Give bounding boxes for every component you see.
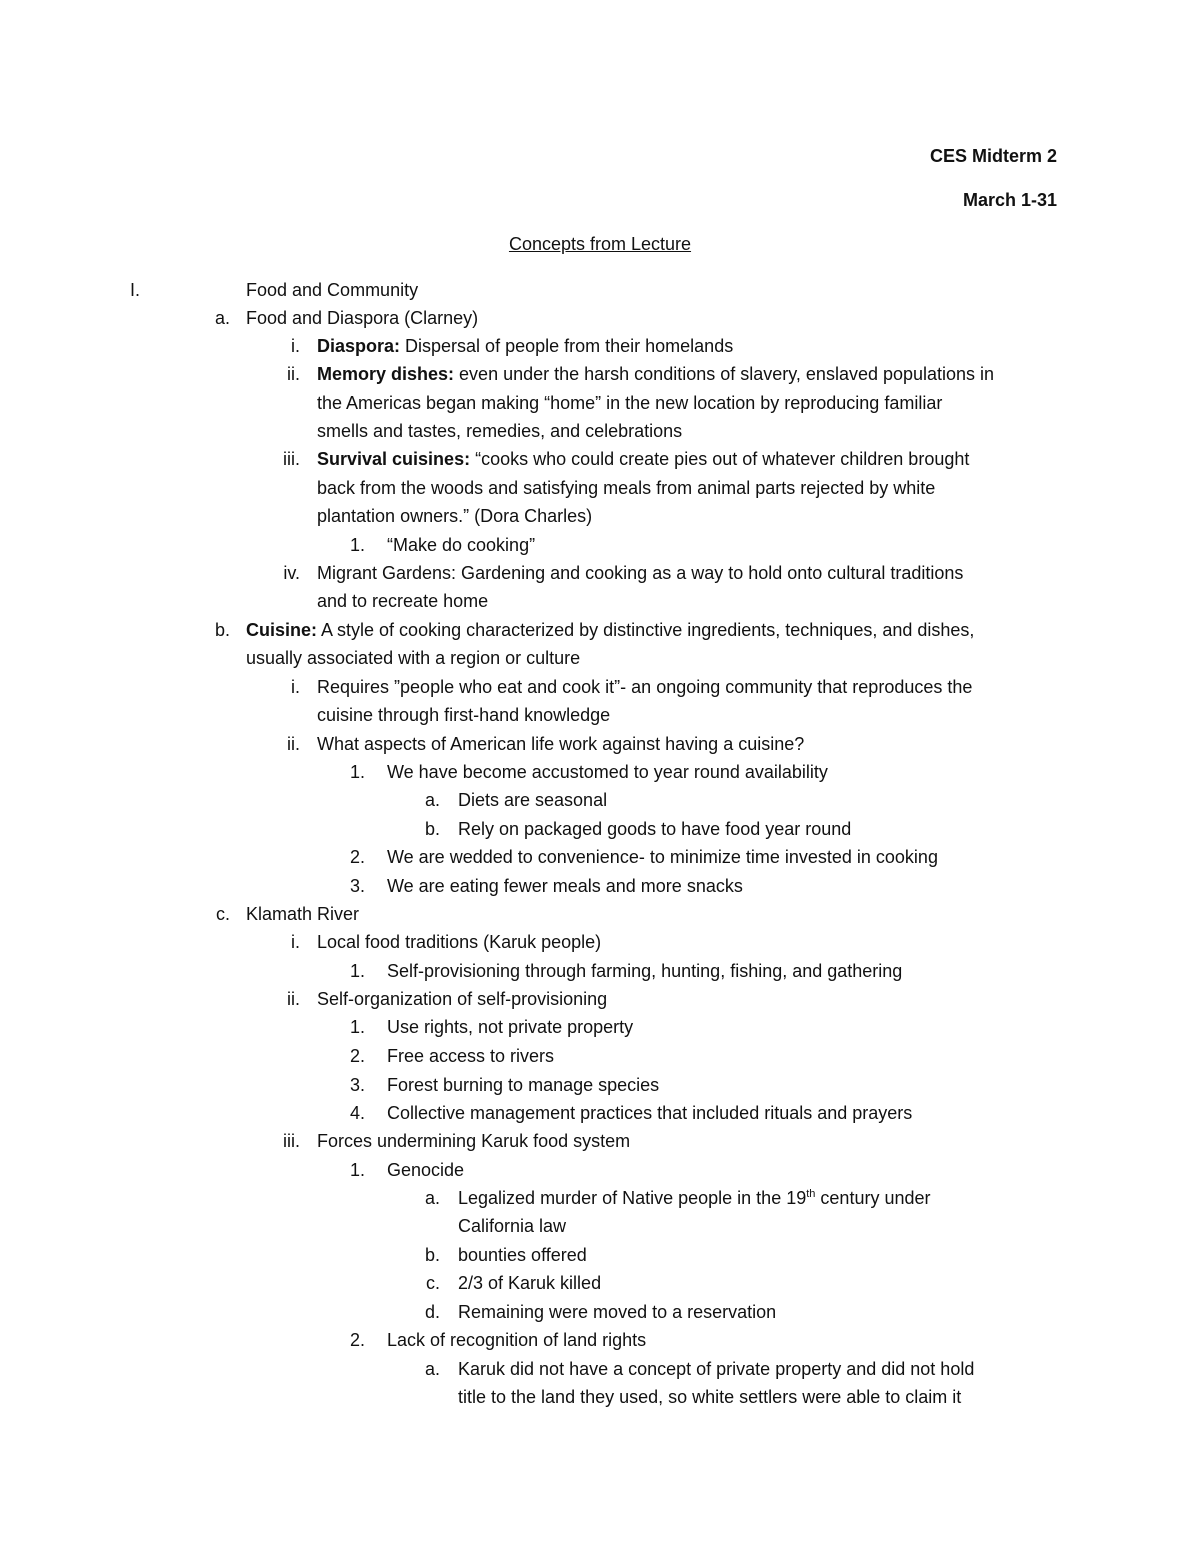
outline-marker-c-iii-1-d: d.: [424, 1302, 440, 1322]
outline-marker-a: a.: [214, 308, 230, 328]
outline-marker-a-i: i.: [291, 336, 300, 356]
outline-marker-c-iii: iii.: [283, 1131, 300, 1151]
outline-marker-c-iii-2-a: a.: [424, 1359, 440, 1379]
section-title: Concepts from Lecture: [508, 234, 692, 254]
outline-item-legalized-murder-cont1: California law: [458, 1216, 567, 1236]
outline-marker-b-ii-1: 1.: [349, 762, 365, 782]
term-memory-dishes: Memory dishes:: [317, 364, 455, 384]
outline-item-diets-seasonal: Diets are seasonal: [458, 790, 608, 810]
outline-marker-b: b.: [214, 620, 230, 640]
outline-item-american-life: What aspects of American life work against having a cuisine?: [317, 734, 805, 754]
outline-item-use-rights: Use rights, not private property: [387, 1017, 634, 1037]
outline-item-packaged-goods: Rely on packaged goods to have food year round: [458, 819, 852, 839]
outline-item-private-property: Karuk did not have a concept of private property and did not hold: [458, 1359, 975, 1379]
outline-marker-b-ii-2: 2.: [349, 847, 365, 867]
outline-item-forest-burning: Forest burning to manage species: [387, 1075, 660, 1095]
definition-survival-cuisines: “cooks who could create pies out of whatever children brought: [470, 449, 970, 469]
outline-marker-b-ii-1-b: b.: [424, 819, 440, 839]
outline-marker-c-iii-1-c: c.: [425, 1273, 440, 1293]
outline-marker-a-iii: iii.: [283, 449, 300, 469]
outline-marker-c-ii: ii.: [287, 989, 300, 1009]
outline-item-reservation: Remaining were moved to a reservation: [458, 1302, 777, 1322]
outline-marker-c-ii-2: 2.: [349, 1046, 365, 1066]
outline-item-migrant-gardens: Migrant Gardens: Gardening and cooking as a way to hold onto cultural traditions: [317, 563, 964, 583]
outline-marker-a-ii: ii.: [287, 364, 300, 384]
term-survival-cuisines: Survival cuisines:: [317, 449, 471, 469]
outline-item-memory-dishes-cont1: the Americas began making “home” in the new location by reproducing familiar: [317, 393, 943, 413]
outline-item-survival-cuisines: [317, 448, 969, 470]
outline-item-migrant-gardens-cont1: and to recreate home: [317, 591, 489, 611]
outline-item-cuisine-cont1: usually associated with a region or culture: [246, 648, 581, 668]
outline-item-local-food-traditions: Local food traditions (Karuk people): [317, 932, 602, 952]
outline-item-convenience: We are wedded to convenience- to minimize time invested in cooking: [387, 847, 938, 867]
outline-marker-c-i: i.: [291, 932, 300, 952]
outline-marker-c: c.: [215, 904, 230, 924]
outline-marker-c-ii-4: 4.: [349, 1103, 365, 1123]
outline-item-survival-cuisines-cont1: back from the woods and satisfying meals from animal parts rejected by white: [317, 478, 936, 498]
outline-item-land-rights: Lack of recognition of land rights: [387, 1330, 647, 1350]
outline-marker-c-iii-2: 2.: [349, 1330, 365, 1350]
outline-item-requires-people: Requires ”people who eat and cook it”- an ongoing community that reproduces the: [317, 677, 973, 697]
definition-memory-dishes: even under the harsh conditions of slavery, enslaved populations in: [454, 364, 995, 384]
outline-item-make-do-cooking: “Make do cooking”: [387, 535, 536, 555]
legalized-murder-text-after: century under: [815, 1188, 931, 1208]
outline-marker-a-iv: iv.: [283, 563, 300, 583]
outline-item-karuk-killed: 2/3 of Karuk killed: [458, 1273, 602, 1293]
outline-marker-c-ii-3: 3.: [349, 1075, 365, 1095]
outline-item-genocide: Genocide: [387, 1160, 465, 1180]
ordinal-suffix: th: [806, 1188, 816, 1200]
outline-heading-food-community: Food and Community: [246, 280, 419, 300]
document-title: CES Midterm 2: [929, 146, 1057, 166]
outline-item-self-organization: Self-organization of self-provisioning: [317, 989, 608, 1009]
document-date: March 1-31: [962, 190, 1057, 210]
outline-marker-b-ii-1-a: a.: [424, 790, 440, 810]
outline-marker-c-iii-1-b: b.: [424, 1245, 440, 1265]
outline-marker-c-ii-1: 1.: [349, 1017, 365, 1037]
outline-item-memory-dishes-cont2: smells and tastes, remedies, and celebrations: [317, 421, 683, 441]
outline-marker-I: I.: [130, 280, 141, 300]
term-cuisine: Cuisine:: [246, 620, 318, 640]
outline-marker-c-iii-1: 1.: [349, 1160, 365, 1180]
term-diaspora: Diaspora:: [317, 336, 401, 356]
outline-item-memory-dishes: [317, 363, 994, 385]
outline-item-diaspora: [317, 335, 733, 357]
outline-item-legalized-murder: [458, 1187, 931, 1209]
outline-item-forces-undermining: Forces undermining Karuk food system: [317, 1131, 631, 1151]
definition-cuisine: A style of cooking characterized by distinctive ingredients, techniques, and dishes,: [317, 620, 975, 640]
outline-marker-c-i-1: 1.: [349, 961, 365, 981]
legalized-murder-text: Legalized murder of Native people in the 19: [458, 1188, 807, 1208]
outline-item-bounties: bounties offered: [458, 1245, 587, 1265]
outline-item-private-property-cont1: title to the land they used, so white settlers were able to claim it: [458, 1387, 962, 1407]
outline-item-klamath-river: Klamath River: [246, 904, 360, 924]
outline-marker-a-iii-1: 1.: [349, 535, 365, 555]
outline-item-fewer-meals: We are eating fewer meals and more snacks: [387, 876, 743, 896]
outline-item-year-round: We have become accustomed to year round availability: [387, 762, 828, 782]
outline-item-self-provisioning: Self-provisioning through farming, hunting, fishing, and gathering: [387, 961, 903, 981]
outline-item-food-diaspora: Food and Diaspora (Clarney): [246, 308, 479, 328]
outline-marker-b-i: i.: [291, 677, 300, 697]
outline-item-free-access: Free access to rivers: [387, 1046, 555, 1066]
definition-diaspora: Dispersal of people from their homelands: [400, 336, 734, 356]
outline-item-collective-management: Collective management practices that included rituals and prayers: [387, 1103, 913, 1123]
outline-item-requires-people-cont1: cuisine through first-hand knowledge: [317, 705, 611, 725]
outline-item-cuisine: [246, 619, 974, 641]
outline-marker-b-ii-3: 3.: [349, 876, 365, 896]
outline-marker-c-iii-1-a: a.: [424, 1188, 440, 1208]
outline-marker-b-ii: ii.: [287, 734, 300, 754]
outline-item-survival-cuisines-cont2: plantation owners.” (Dora Charles): [317, 506, 593, 526]
